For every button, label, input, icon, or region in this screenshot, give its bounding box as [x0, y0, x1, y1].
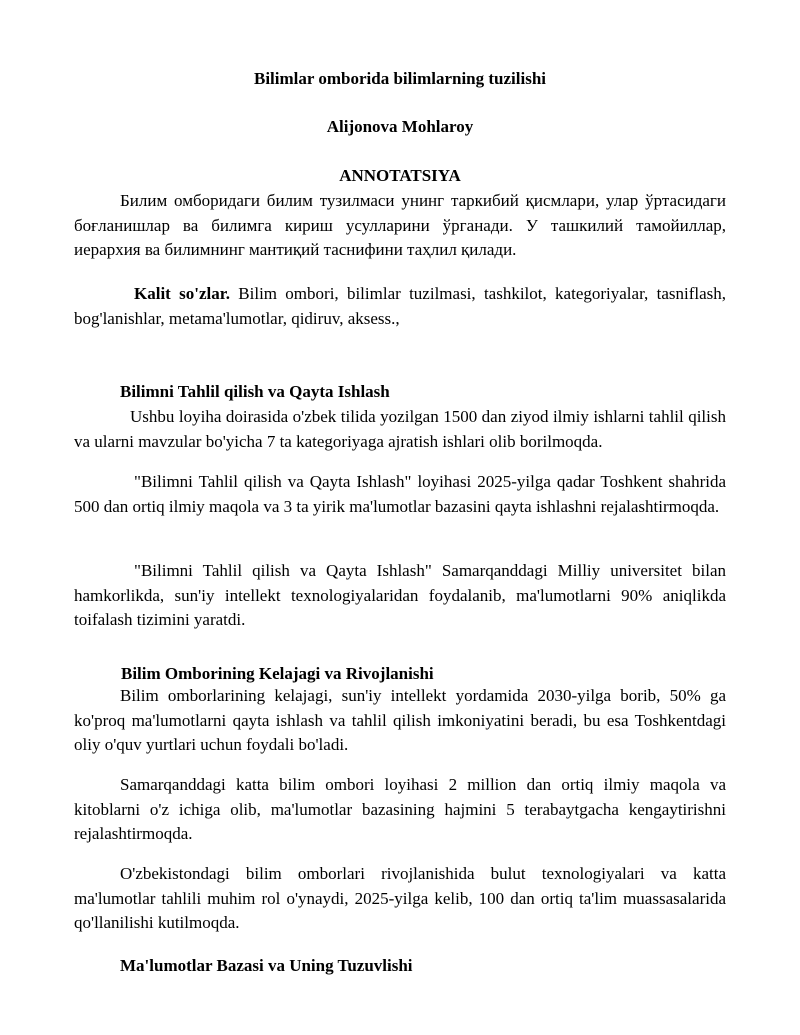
keywords-label: Kalit so'zlar. — [134, 284, 230, 303]
section-paragraph: "Bilimni Tahlil qilish va Qayta Ishlash" Samarqanddagi Milliy universitet bilan hamkorlikda, sun'iy intellekt texnologiyalaridan foydalanib, ma'lumotlarni 90% aniqlikda toifalash tizimini yaratdi. — [74, 561, 726, 629]
document-title: Bilimlar omborida bilimlarning tuzilishi — [253, 69, 547, 88]
section-heading: Bilimni Tahlil qilish va Qayta Ishlash — [120, 382, 390, 401]
author-name: Alijonova Mohlaroy — [326, 117, 474, 136]
keywords-text: Bilim ombori, bilimlar tuzilmasi, tashkilot, kategoriyalar, tasniflash, bog'lanishlar, metama'lumotlar, qidiruv, aksess., — [74, 284, 726, 328]
section-paragraph: Samarqanddagi katta bilim ombori loyihasi 2 million dan ortiq ilmiy maqola va kitoblarni o'z ichiga olib, ma'lumotlar bazasining hajmini 5 terabaytgacha kengaytirishni rejalashtirmoqda. — [74, 775, 726, 843]
section-heading: Ma'lumotlar Bazasi va Uning Tuzuvlishi — [120, 956, 413, 975]
section-paragraph: "Bilimni Tahlil qilish va Qayta Ishlash" loyihasi 2025-yilga qadar Toshkent shahrida 500 dan ortiq ilmiy maqola va 3 ta yirik ma'lumotlar bazasini qayta ishlashni rejalashtirmoqda. — [74, 472, 726, 516]
section-paragraph: Bilim omborlarining kelajagi, sun'iy intellekt yordamida 2030-yilga borib, 50% ga ko'proq ma'lumotlarni qayta ishlash va tahlil qilish imkoniyatini beradi, bu esa Toshkentdagi oliy o'quv yurtlari uchun foydali bo'ladi. — [74, 686, 726, 754]
section-heading: Bilim Omborining Kelajagi va Rivojlanishi — [121, 664, 434, 683]
keywords-paragraph — [74, 282, 726, 331]
section-paragraph: O'zbekistondagi bilim omborlari rivojlanishida bulut texnologiyalari va katta ma'lumotlar tahlili muhim rol o'ynaydi, 2025-yilga kelib, 100 dan ortiq ta'lim muassasalarida qo'llanilishi kutilmoqda. — [74, 864, 726, 932]
section-paragraph: Ushbu loyiha doirasida o'zbek tilida yozilgan 1500 dan ziyod ilmiy ishlarni tahlil qilish va ularni mavzular bo'yicha 7 ta kategoriyaga ajratish ishlari olib borilmoqda. — [74, 407, 726, 451]
annotation-heading: ANNOTATSIYA — [339, 166, 461, 185]
annotation-paragraph: Билим омборидаги билим тузилмаси унинг таркибий қисмлари, улар ўртасидаги боғланишлар ва билимга кириш усулларини ўрганади. У ташкилий тамойиллар, иерархия ва билимнинг мантиқий таснифини таҳлил қилади. — [74, 191, 726, 259]
